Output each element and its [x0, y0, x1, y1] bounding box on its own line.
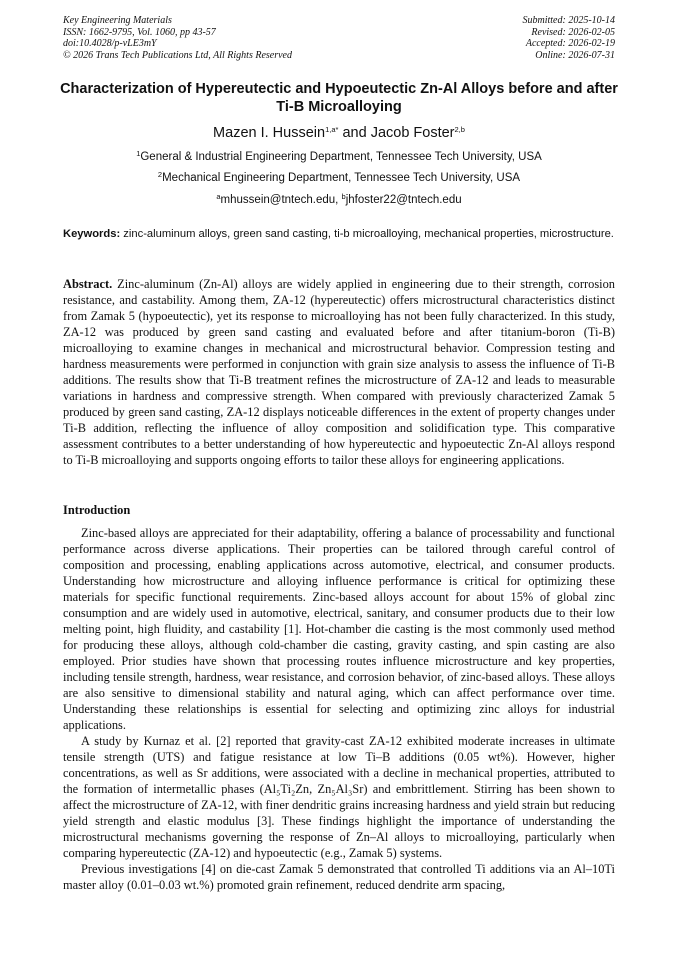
abstract-text: Zinc-aluminum (Zn-Al) alloys are widely applied in engineering due to their strength, corrosion resistance, and castability. Among them, ZA-12 (hypereutectic) offers microstructural characteristics distinct from Zamak 5 (hypoeutectic), yet its response to microalloying has not been fully characterized. In this study, ZA-12 was produced by green sand casting and evaluated before and after titanium-boron (Ti-B) microalloying to examine changes in mechanical and microstructural behavior. Compression testing and hardness measurements were performed in conjunction with grain size analysis to assess the influence of Ti-B additions. The results show that Ti-B treatment refines the microstructure of ZA-12 and leads to measurable variations in hardness and compressive strength. When compared with previously characterized Zamak 5 produced by green sand casting, ZA-12 displays noticeable differences in the extent of property changes under Ti-B addition, reflecting the influence of alloy composition and solidification type. This comparative assessment contributes to a better understanding of how hypereutectic and hypoeutectic Zn-Al alloys respond to Ti-B microalloying and supports ongoing efforts to tailor these alloys for engineering applications. — [63, 277, 615, 467]
keywords-label: Keywords: — [63, 228, 121, 240]
journal-name: Key Engineering Materials — [63, 15, 172, 26]
paragraph: A study by Kurnaz et al. [2] reported that gravity-cast ZA-12 exhibited moderate increases in ultimate tensile strength (UTS) and fatigue resistance at low Ti–B additions (0.05 wt%). However, higher concentrations, as well as Sr additions, were associated with a decline in mechanical properties, attributed to the formation of intermetallic phases (Al₅Ti₂Zn, Zn₅Al₃Sr) and embrittlement. Stirring has been shown to affect the microstructure of ZA-12, with finer dendritic grains increasing hardness and yield strain but reducing yield strength and elastic modulus [3]. These findings highlight the importance of understanding the microstructural mechanisms governing the response of Zn–Al alloys to microalloying, particularly when comparing hypereutectic (ZA-12) and hypoeutectic (e.g., Zamak 5) systems. — [63, 734, 615, 860]
author-affiliation-marker: 2,b — [454, 125, 465, 134]
publication-info — [63, 15, 292, 61]
date-revised: Revised: 2026-02-05 — [531, 26, 615, 38]
affiliation-2 — [0, 171, 678, 185]
email-address: mhussein@tntech.edu, — [220, 194, 342, 206]
copyright: © 2026 Trans Tech Publications Ltd, All Rights Reserved — [63, 49, 292, 61]
affiliation-1 — [0, 150, 678, 164]
email-marker: b — [341, 192, 346, 201]
issn-volume: ISSN: 1662-9795, Vol. 1060, pp 43-57 — [63, 26, 216, 38]
paragraph: Zinc-based alloys are appreciated for their adaptability, offering a balance of processability and functional performance across diverse applications. Their properties can be tailored through careful control of composition and processing, enabling applications across automotive, electrical, and consumer products. Understanding how microstructure and alloying influence performance is critical for optimizing these materials for specific functional requirements. Zinc-based alloys account for about 15% of global zinc consumption and are widely used in automotive, electrical, sanitary, and consumer products due to their low melting point, high fluidity, and castability [1]. Hot-chamber die casting is the most commonly used method for producing these alloys, although cold-chamber die casting, gravity casting, and spin casting are also employed. Prior studies have shown that processing routes influence microstructure and key properties, including tensile strength, hardness, wear resistance, and corrosion behavior, of zinc-based alloys. These alloys are also sensitive to dimensional stability and natural aging, which can affect performance over time. Understanding these relationships is essential for selecting and optimizing zinc alloys for industrial applications. — [63, 526, 615, 732]
keywords-text: zinc-aluminum alloys, green sand casting, ti-b microalloying, mechanical properties, microstructure. — [120, 228, 614, 240]
introduction-body — [63, 525, 615, 893]
author-emails — [0, 193, 678, 207]
abstract — [63, 276, 615, 468]
section-heading-introduction: Introduction — [63, 503, 131, 517]
affiliation-marker: 2 — [157, 170, 163, 179]
keywords — [63, 227, 615, 242]
date-submitted: Submitted: 2025-10-14 — [522, 15, 615, 26]
publication-dates — [523, 15, 616, 61]
author-line — [0, 124, 678, 142]
date-accepted: Accepted: 2026-02-19 — [525, 38, 615, 49]
date-online: Online: 2026-07-31 — [535, 49, 615, 61]
email-address: jhfoster22@tntech.edu — [345, 194, 462, 206]
doi: doi:10.4028/p-vLE3mY — [63, 38, 157, 49]
author-name: Mazen I. Hussein — [213, 125, 326, 141]
author-affiliation-marker: 1,a* — [325, 125, 339, 134]
paper-title: Characterization of Hypereutectic and Hypoeutectic Zn-Al Alloys before and after Ti-B Microalloying — [60, 81, 618, 115]
email-marker: a — [216, 192, 221, 201]
abstract-label: Abstract. — [63, 277, 113, 291]
author-name: Jacob Foster — [370, 125, 455, 141]
affiliation-text: General & Industrial Engineering Department, Tennessee Tech University, USA — [140, 151, 542, 163]
paragraph: Previous investigations [4] on die-cast Zamak 5 demonstrated that controlled Ti additions via an Al–10Ti master alloy (0.01–0.03 wt.%) promoted grain refinement, reduced dendrite arm spacing, — [63, 862, 615, 892]
page-header — [63, 15, 615, 61]
affiliation-marker: 1 — [136, 149, 141, 158]
author-connector: and — [338, 125, 371, 141]
affiliation-text: Mechanical Engineering Department, Tennessee Tech University, USA — [162, 172, 521, 184]
